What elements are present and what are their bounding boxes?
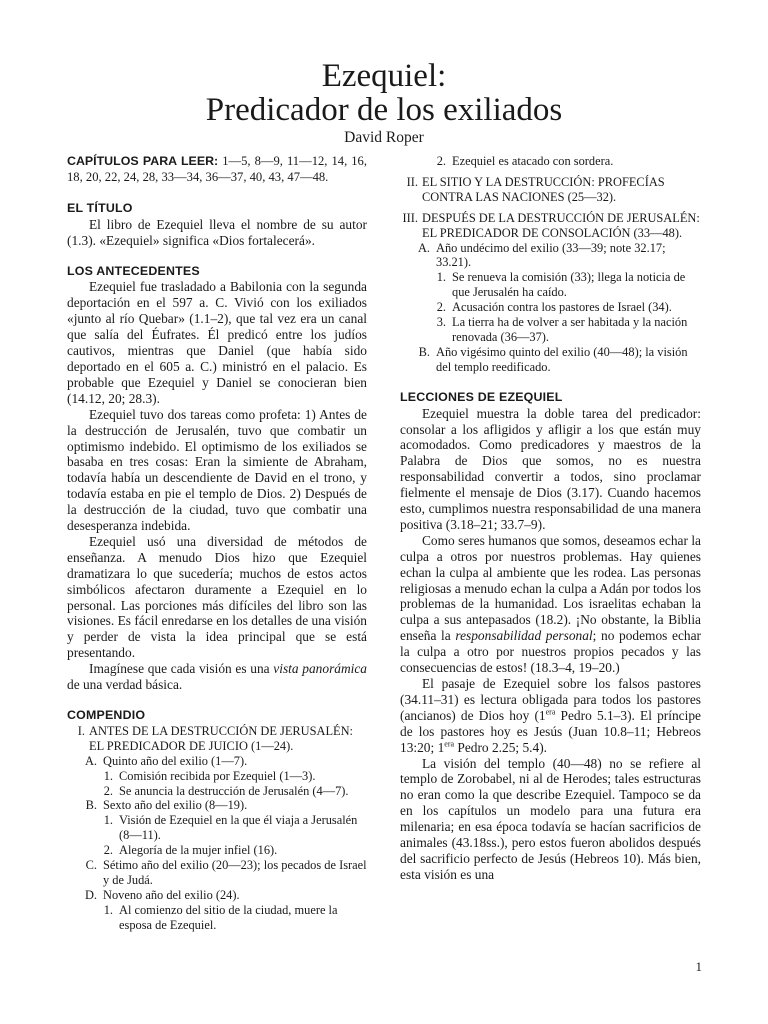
right-column	[400, 154, 701, 883]
outline-item	[400, 241, 701, 271]
outline-marker: II.	[406, 174, 418, 189]
outline-item	[67, 858, 367, 888]
outline-marker: B.	[418, 344, 430, 359]
heading-background: LOS ANTECEDENTES	[67, 263, 200, 278]
outline-item	[67, 769, 367, 784]
outline-text: Acusación contra los pastores de Israel (34).	[452, 300, 672, 315]
p3-part-b: Pedro 5.1–3). El príncipe de los pastores hoy es Jesús (Juan 10.8–11; Hebreos 13:20; 1	[400, 707, 701, 755]
outline-marker: 3.	[436, 315, 446, 330]
outline-text: ANTES DE LA DESTRUCCIÓN DE JERUSALÉN: EL PREDICADOR DE JUICIO (1—24).	[89, 723, 353, 753]
left-column	[67, 154, 367, 933]
outline-marker: 2.	[436, 300, 446, 315]
chapters-text: 1—5, 8—9, 11—12, 14, 16, 18, 20, 22, 24, 28, 33—34, 36—37, 40, 43, 47—48.	[67, 154, 367, 184]
outline-text: Al comienzo del sitio de la ciudad, muere la esposa de Ezequiel.	[119, 902, 338, 932]
page-number: 1	[695, 959, 702, 974]
lessons-paragraph-1: Ezequiel muestra la doble tarea del predicador: consolar a los afligidos y afligir a los que están muy acomodados. Como predicadores y maestros de la Palabra de Dios que somos, no es nuestra responsabilidad convertir a todos, sino proclamar fielmente el mensaje de Dios (3.17). Cuando hacemos esto, cumplimos nuestra responsabilidad de una manera positiva (3.18–21; 33.7–9).	[400, 405, 701, 532]
outline-item	[400, 345, 701, 375]
heading-title-section: EL TÍTULO	[67, 200, 133, 215]
outline-text: Se anuncia la destrucción de Jerusalén (4—7).	[119, 783, 349, 798]
p3-superscript-1: era	[545, 707, 556, 717]
outline-item	[67, 798, 367, 813]
outline-text: Año undécimo del exilio (33—39; note 32.17; 33.21).	[436, 240, 666, 270]
outline-text: DESPUÉS DE LA DESTRUCCIÓN DE JERUSALÉN: EL PREDICADOR DE CONSOLACIÓN (33—48).	[422, 210, 700, 240]
title-line-2: Predicador de los exiliados	[205, 92, 563, 128]
p4-italic: vista panorámica	[273, 661, 368, 677]
outline-item	[400, 300, 701, 315]
outline-item	[400, 211, 701, 241]
background-paragraph-2: Ezequiel tuvo dos tareas como profeta: 1) Antes de la destrucción de Jerusalén, tuvo que combatir un optimismo indebido. El optimismo de los exiliados se basaba en tres cosas: Eran la simiente de Abraham, todavía había un descendiente de David en el trono, y todavía estaba en pie el templo de Dios. 2) Después de la destrucción de la ciudad, tuvo que combatir una desesperanza indebida.	[67, 406, 367, 534]
p3-superscript-2: era	[444, 739, 455, 749]
outline-item	[67, 888, 367, 903]
lessons-paragraph-3	[400, 676, 701, 756]
outline-text: Se renueva la comisión (33); llega la noticia de que Jerusalén ha caído.	[452, 270, 686, 300]
p3-part-a: El pasaje de Ezequiel sobre los falsos pastores (34.11–31) es lectura obligada para todos los pastores (ancianos) de Dios hoy (1	[400, 676, 701, 723]
chapters-label: CAPÍTULOS PARA LEER:	[67, 154, 219, 168]
background-paragraph-1: Ezequiel fue trasladado a Babilonia con la segunda deportación en el 597 a. C. Vivió con los exiliados «junto al río Quebar» (1.1–2), que tal vez era un canal que salía del Éufrates. Él predicó entre los judíos cautivos, mientras que Daniel (que había sido deportado en el 605 a. C.) ministró en el palacio. Es probable que Ezequiel y Daniel se conocieran bien (14.12, 20; 28.3).	[67, 279, 367, 406]
outline-item	[67, 754, 367, 769]
heading-lessons: LECCIONES DE EZEQUIEL	[400, 389, 563, 404]
outline-item	[67, 903, 367, 933]
p4-text-after: de una verdad básica.	[67, 677, 183, 693]
outline-marker: 1.	[436, 270, 446, 285]
outline-item	[67, 724, 367, 754]
outline-text: Sétimo año del exilio (20—23); los pecados de Israel y de Judá.	[103, 858, 367, 887]
outline-marker: 2.	[436, 154, 446, 168]
p2-text-before: Como seres humanos que somos, deseamos echar la culpa a otros por nuestros problemas. Hay quienes echan la culpa al ambiente que les rodea. Las personas religiosas a menudo echan la culpa a Adán por todos los problemas de la humanidad. Los israelitas echaban la culpa a sus antepasados (18.2). ¡No obstante, la Biblia enseña la	[400, 532, 701, 644]
outline-text: Noveno año del exilio (24).	[103, 887, 240, 902]
outline-item	[400, 315, 701, 345]
outline-marker: A.	[84, 753, 97, 768]
outline-item	[400, 154, 701, 169]
outline-marker: C.	[85, 858, 97, 873]
outline-marker: 1.	[103, 813, 113, 828]
outline-marker: 2.	[103, 843, 113, 858]
outline-text: Ezequiel es atacado con sordera.	[452, 154, 614, 168]
heading-outline: COMPENDIO	[67, 708, 146, 722]
p2-text-after: ; no podemos echar la culpa a otro por nuestros propios pecados y las consecuencias de estos! (18.3–4, 19–20.)	[400, 628, 701, 676]
background-paragraph-4	[67, 661, 367, 693]
lessons-paragraph-4: La visión del templo (40—48) no se refiere al templo de Zorobabel, ni al de Herodes; tales estructuras no eran como la que describe Ezequiel. Tampoco se da en los capítulos un modelo para una futura era milenaria; en esa época todavía se hacían sacrificios de animales (43.18ss.), pero estos fueron abolidos después del sacrificio perfecto de Jesús (Hebreos 10). Más bien, esta visión es una	[400, 755, 701, 882]
title-line-1: Ezequiel:	[321, 58, 447, 94]
title-paragraph: El libro de Ezequiel lleva el nombre de su autor (1.3). «Ezequiel» significa «Dios fortalecerá».	[67, 216, 367, 248]
p3-part-c: Pedro 2.25; 5.4).	[454, 739, 548, 755]
lessons-paragraph-2	[400, 533, 701, 676]
outline-text: Quinto año del exilio (1—7).	[103, 753, 248, 768]
outline-marker: D.	[84, 887, 97, 902]
outline-item	[400, 270, 701, 300]
p4-text-before: Imagínese que cada visión es una	[89, 661, 274, 677]
outline-marker: 1.	[103, 768, 113, 783]
outline-text: Año vigésimo quinto del exilio (40—48); la visión del templo reedificado.	[436, 344, 688, 374]
outline-marker: A.	[417, 240, 430, 255]
outline-item	[67, 784, 367, 799]
outline-text: Alegoría de la mujer infiel (16).	[119, 843, 278, 858]
author: David Roper	[344, 129, 424, 146]
outline-marker: 1.	[103, 902, 113, 917]
outline-item	[67, 813, 367, 843]
background-paragraph-3: Ezequiel usó una diversidad de métodos de enseñanza. A menudo Dios hizo que Ezequiel dramatizara lo que sucedería; muchos de estos actos simbólicos afectaron duramente a Ezequiel en lo personal. Las porciones más difíciles del libro son las visiones. Es fácil enredarse en los detalles de una visión y perder de vista la idea principal que se está presentando.	[67, 533, 367, 661]
chapters-to-read	[67, 154, 367, 186]
outline-marker: III.	[402, 210, 418, 225]
outline-marker: B.	[85, 798, 97, 813]
outline-text: Visión de Ezequiel en la que él viaja a Jerusalén (8—11).	[119, 813, 358, 843]
outline-item	[67, 843, 367, 858]
outline-text: EL SITIO Y LA DESTRUCCIÓN: PROFECÍAS CONTRA LAS NACIONES (25—32).	[422, 174, 665, 204]
outline-text: Comisión recibida por Ezequiel (1—3).	[119, 768, 316, 783]
outline-marker: 2.	[103, 783, 113, 798]
outline-text: La tierra ha de volver a ser habitada y la nación renovada (36—37).	[452, 315, 688, 344]
outline-marker: I.	[77, 723, 85, 738]
p2-italic: responsabilidad personal	[455, 628, 593, 644]
outline-item	[400, 175, 701, 205]
outline-text: Sexto año del exilio (8—19).	[103, 798, 248, 813]
